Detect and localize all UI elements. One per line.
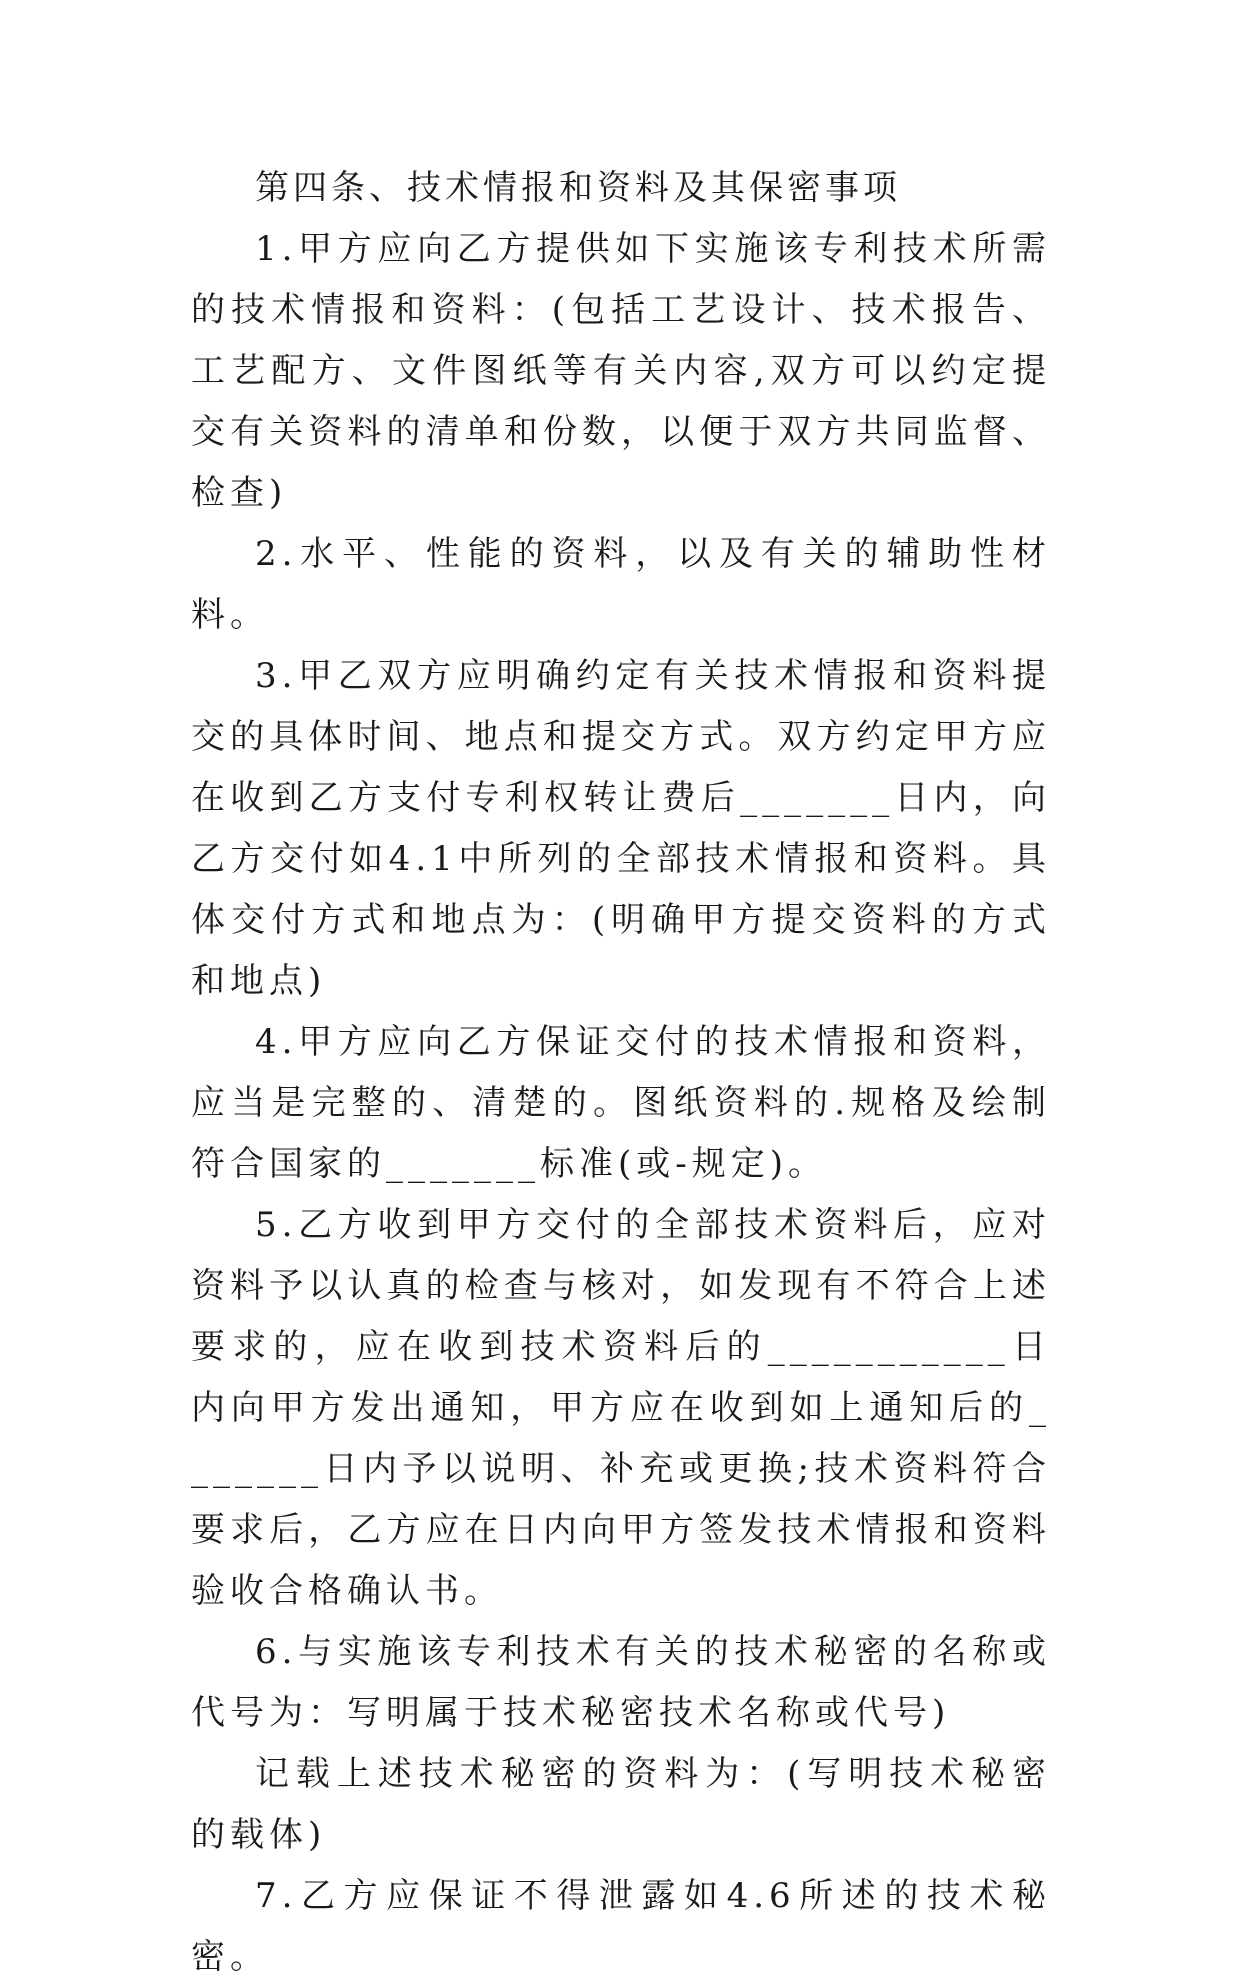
clause-6-note: 记载上述技术秘密的资料为：(写明技术秘密的载体) [191,1754,1051,1855]
clause-6: 6.与实施该专利技术有关的技术秘密的名称或代号为：写明属于技术秘密技术名称或代号) [191,1632,1051,1733]
clause-1: 1.甲方应向乙方提供如下实施该专利技术所需的技术情报和资料：(包括工艺设计、技术报告、工艺配方、文件图纸等有关内容,双方可以约定提交有关资料的清单和份数，以便于双方共同监督、检查) [191,229,1051,513]
section-heading: 第四条、技术情报和资料及其保密事项 [255,168,901,208]
clause-7: 7.乙方应保证不得泄露如4.6所述的技术秘密。 [191,1876,1051,1977]
clause-4: 4.甲方应向乙方保证交付的技术情报和资料，应当是完整的、清楚的。图纸资料的.规格及绘制符合国家的_______标准(或-规定)。 [191,1022,1051,1184]
clause-5: 5.乙方收到甲方交付的全部技术资料后，应对资料予以认真的检查与核对，如发现有不符合上述要求的，应在收到技术资料后的___________日内向甲方发出通知，甲方应在收到如上通知后的_______日内予以说明、补充或更换;技术资料符合要求后，乙方应在日内向甲方签发技术情报和资料验收合格确认书。 [191,1205,1051,1611]
clause-3: 3.甲乙双方应明确约定有关技术情报和资料提交的具体时间、地点和提交方式。双方约定甲方应在收到乙方支付专利权转让费后_______日内，向乙方交付如4.1中所列的全部技术情报和资料。具体交付方式和地点为：(明确甲方提交资料的方式和地点) [191,656,1051,1001]
clause-2: 2.水平、性能的资料，以及有关的辅助性材料。 [191,534,1051,635]
document-body [191,158,1051,1988]
